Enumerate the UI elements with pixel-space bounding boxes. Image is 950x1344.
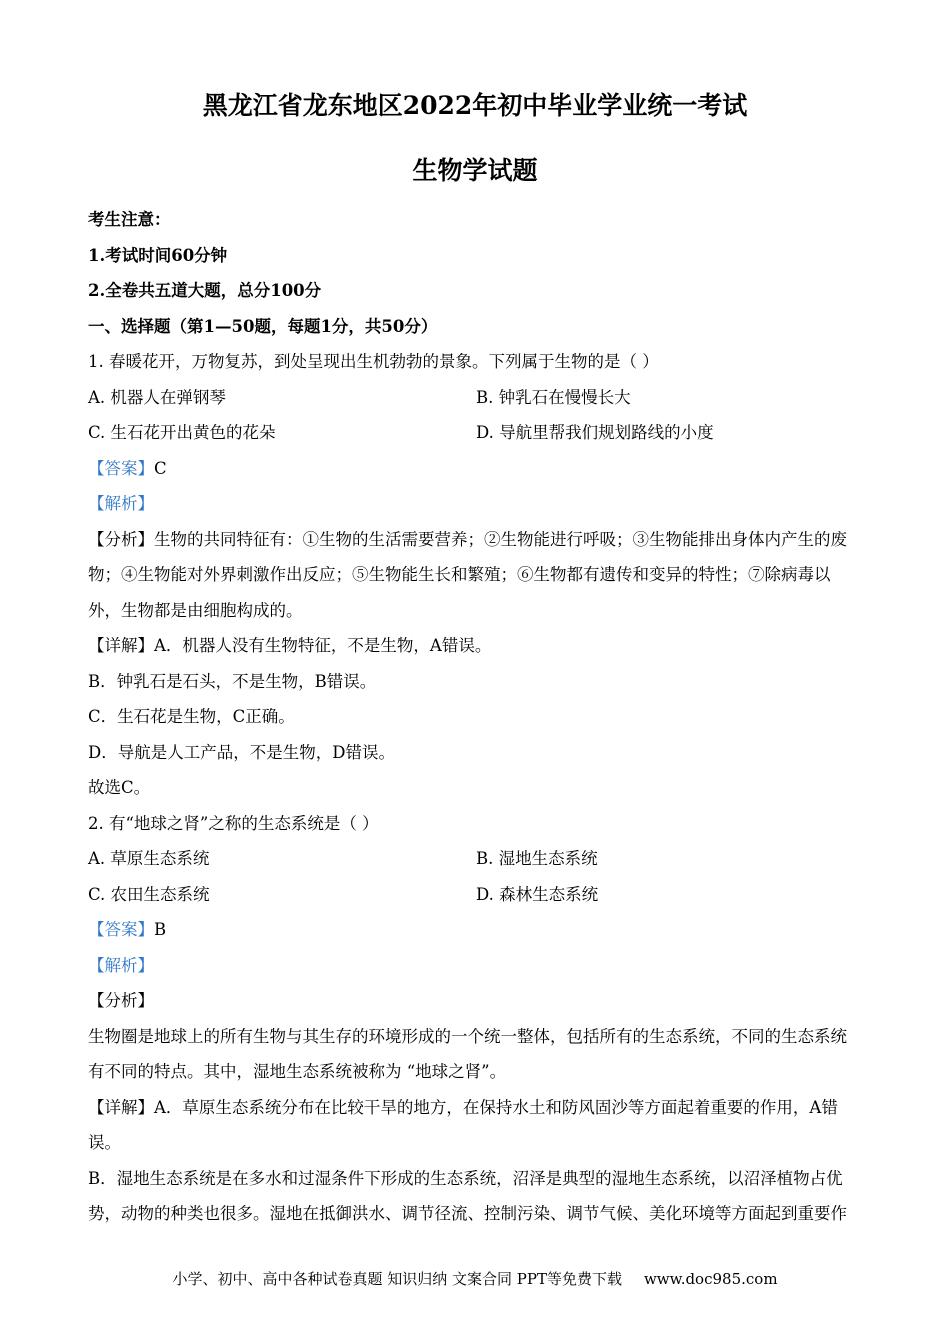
question-1-explain-tag: 【解析】 [88,494,154,513]
question-1-option-b: B. 钟乳石在慢慢长大 [476,387,631,407]
detail-text: A．机器人没有生物特征，不是生物，A错误。 [154,636,492,655]
question-2-answer [88,912,863,948]
question-2-analysis-tag: 【分析】 [88,991,154,1010]
footer-url: www.doc985.com [643,1270,778,1288]
question-2-options-row-1 [88,841,863,877]
question-1-option-a: A. 机器人在弹钢琴 [88,387,226,407]
question-2-detail-a [88,1090,863,1161]
question-2-option-c: C. 农田生态系统 [88,884,210,904]
answer-tag: 【答案】 [88,458,154,478]
question-2-analysis: 生物圈是地球上的所有生物与其生存的环境形成的一个统一整体，包括所有的生态系统，不同的生态系统有不同的特点。其中，湿地生态系统被称为 “地球之肾”。 [88,1026,847,1081]
analysis-text: 生物的共同特征有：①生物的生活需要营养；②生物能进行呼吸；③生物能排出身体内产生的废物；④生物能对外界刺激作出反应；⑤生物能生长和繁殖；⑥生物都有遗传和变异的特性；⑦除病毒以外，生物都是由细胞构成的。 [88,529,847,620]
question-2-option-d: D. 森林生态系统 [476,884,599,904]
detail-text: A．草原生态系统分布在比较干旱的地方，在保持水土和防风固沙等方面起着重要的作用，A错误。 [88,1097,838,1152]
answer-value: C [154,458,167,478]
question-1-conclusion: 故选C。 [88,778,151,797]
question-1-option-c: C. 生石花开出黄色的花朵 [88,423,276,442]
question-1-detail-b: B．钟乳石是石头，不是生物，B错误。 [88,671,377,691]
document-body [88,202,863,1232]
question-2-option-b: B. 湿地生态系统 [476,849,598,868]
question-2-detail-b: B．湿地生态系统是在多水和过湿条件下形成的生态系统，沼泽是典型的湿地生态系统，以沼泽植物占优势，动物的种类也很多。湿地在抵御洪水、调节径流、控制污染、调节气候、美化环境等方面起到重要作 [88,1168,847,1223]
question-1-option-d: D. 导航里帮我们规划路线的小度 [476,423,714,442]
question-2-options-row-2 [88,877,863,913]
answer-tag: 【答案】 [88,920,154,939]
question-1-analysis [88,522,863,629]
question-1-answer [88,451,863,487]
analysis-tag: 【分析】 [88,529,154,549]
question-1-detail-c: C．生石花是生物，C正确。 [88,707,295,726]
question-1-options-row-1 [88,380,863,416]
question-2-explain-tag: 【解析】 [88,955,154,975]
answer-value: B [154,920,167,939]
question-1-stem: 1. 春暖花开，万物复苏，到处呈现出生机勃勃的景象。下列属于生物的是（ ） [88,352,659,371]
question-2-option-a: A. 草原生态系统 [88,849,210,868]
page-footer [0,1268,950,1289]
detail-tag: 【详解】 [88,1097,154,1117]
section-heading: 一、选择题（第1—50题，每题1分，共50分） [88,316,438,336]
notice-heading: 考生注意： [88,210,171,229]
question-1-detail-a [88,628,863,664]
footer-text: 小学、初中、高中各种试卷真题 知识归纳 文案合同 PPT等免费下载 [172,1270,622,1288]
question-1-detail-d: D．导航是人工产品，不是生物，D错误。 [88,742,395,762]
question-2-stem: 2. 有“地球之肾”之称的生态系统是（ ） [88,813,379,833]
detail-tag: 【详解】 [88,636,154,655]
question-1-options-row-2 [88,415,863,451]
notice-item-1: 1.考试时间60分钟 [88,245,228,265]
exam-title: 黑龙江省龙东地区2022年初中毕业学业统一考试 [202,91,748,120]
exam-subtitle: 生物学试题 [412,156,538,185]
notice-item-2: 2.全卷共五道大题，总分100分 [88,281,322,300]
